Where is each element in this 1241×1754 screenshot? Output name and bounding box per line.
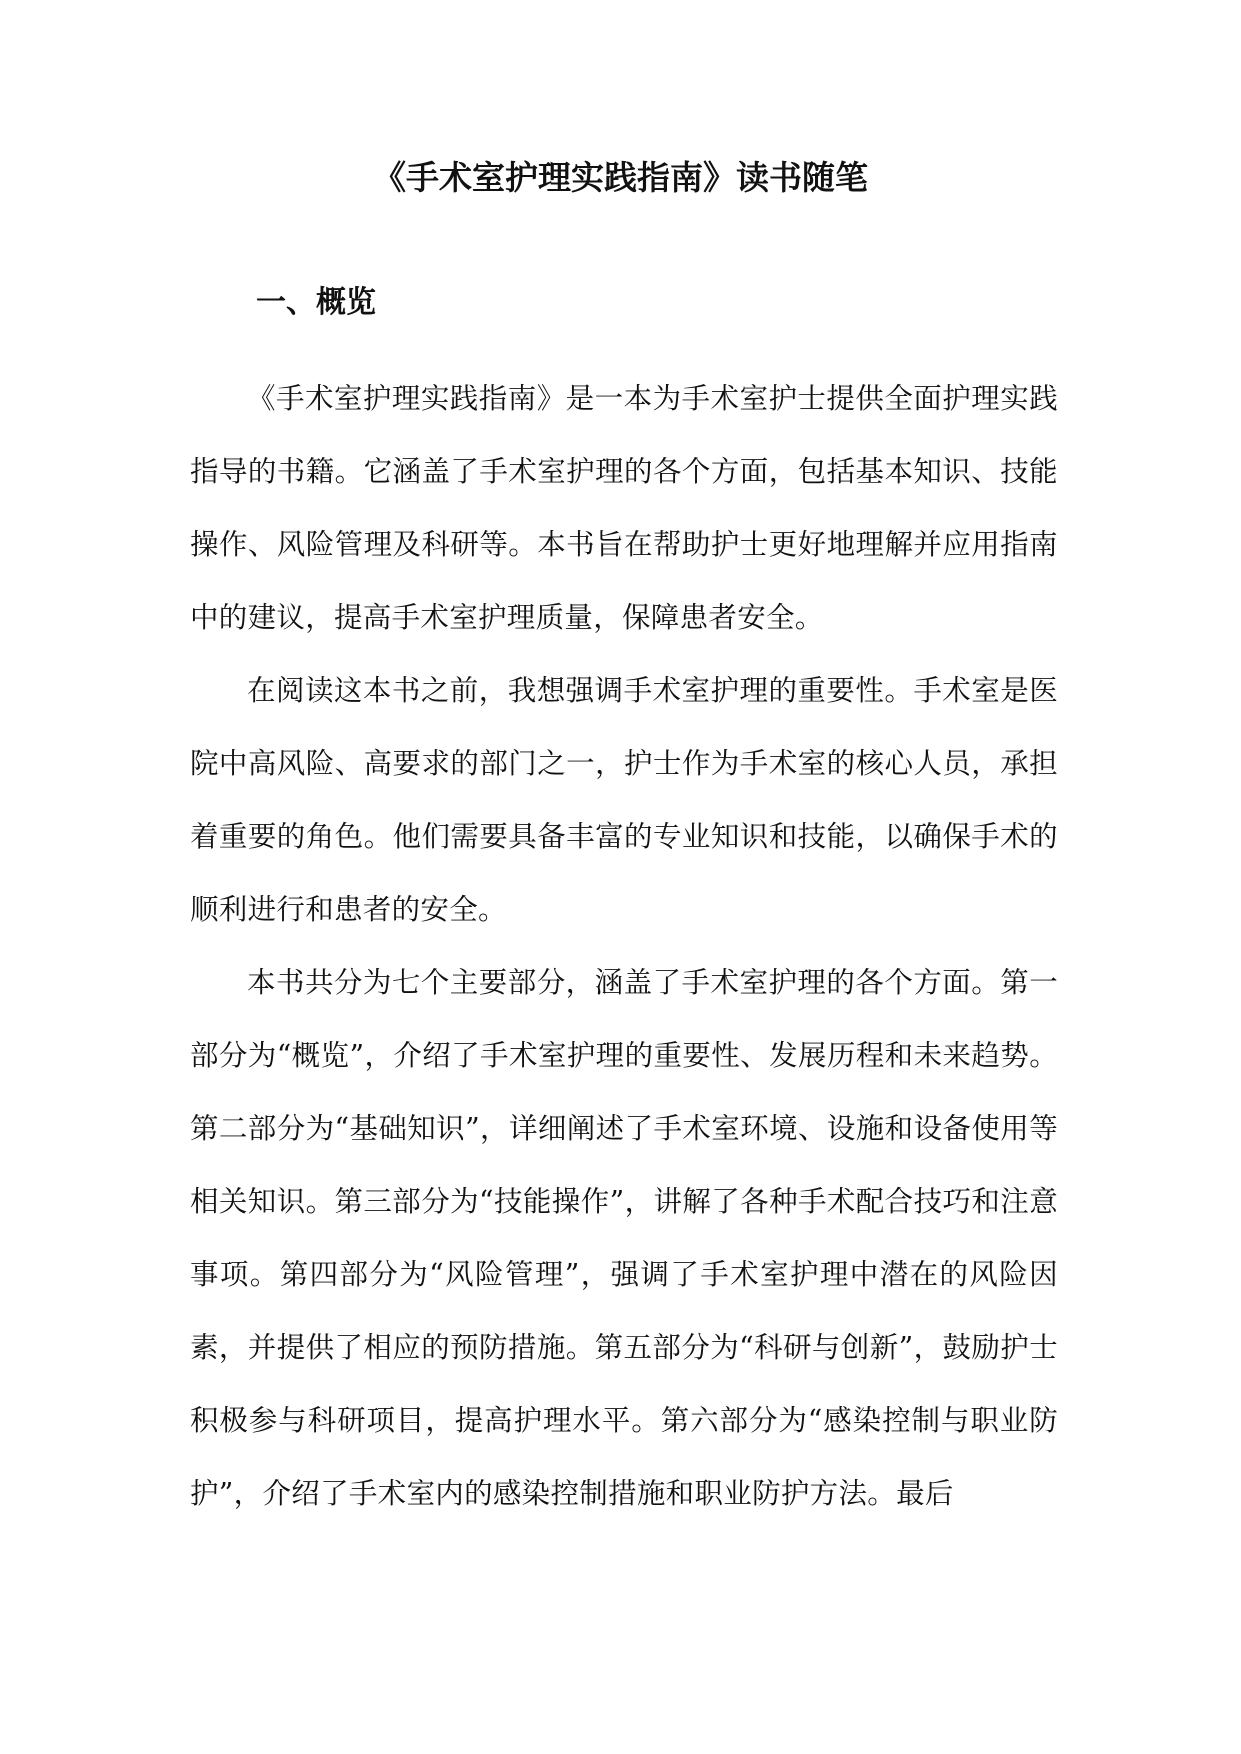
paragraph: 本书共分为七个主要部分，涵盖了手术室护理的各个方面。第一部分为“概览”，介绍了手术室护理的重要性、发展历程和未来趋势。第二部分为“基础知识”，详细阐述了手术室环境、设施和设备使用等相关知识。第三部分为“技能操作”，讲解了各种手术配合技巧和注意事项。第四部分为“风险管理”，强调了手术室护理中潜在的风险因素，并提供了相应的预防措施。第五部分为“科研与创新”，鼓励护士积极参与科研项目，提高护理水平。第六部分为“感染控制与职业防护”，介绍了手术室内的感染控制措施和职业防护方法。最后 xyxy=(190,966,1058,1510)
section-heading-overview: 一、概览 xyxy=(256,285,376,320)
paragraph: 《手术室护理实践指南》是一本为手术室护士提供全面护理实践指导的书籍。它涵盖了手术室护理的各个方面，包括基本知识、技能操作、风险管理及科研等。本书旨在帮助护士更好地理解并应用指南中的建议，提高手术室护理质量，保障患者安全。 xyxy=(190,382,1058,634)
document-title: 《手术室护理实践指南》读书随笔 xyxy=(373,158,868,197)
section-body xyxy=(190,362,1058,1530)
paragraph: 在阅读这本书之前，我想强调手术室护理的重要性。手术室是医院中高风险、高要求的部门之一，护士作为手术室的核心人员，承担着重要的角色。他们需要具备丰富的专业知识和技能，以确保手术的顺利进行和患者的安全。 xyxy=(190,674,1058,926)
